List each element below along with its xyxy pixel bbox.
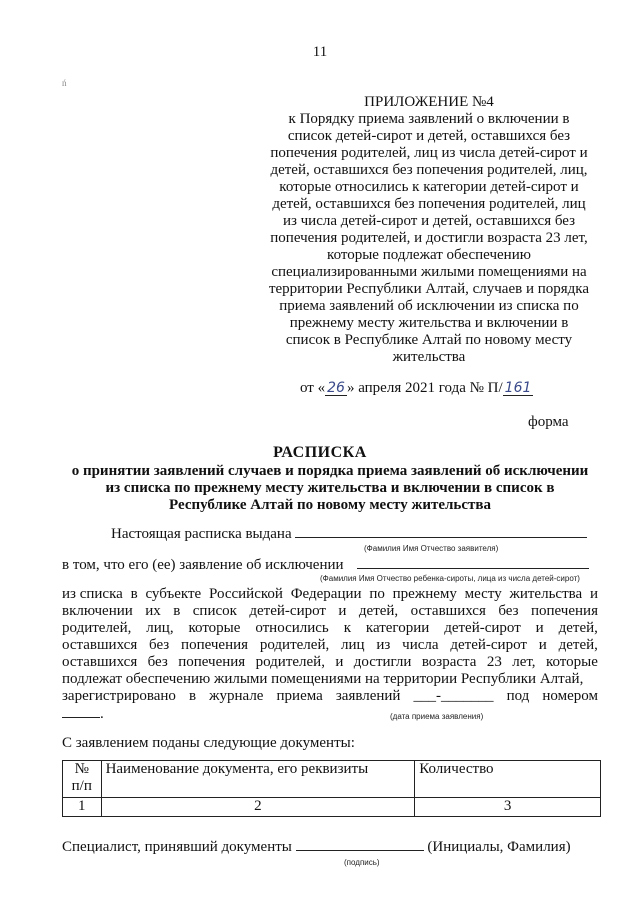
appendix-line: прежнему месту жительства и включении в — [289, 315, 569, 331]
body-line: оставшихся без попечения родителей, и достигли возраста 23 лет, которые — [62, 654, 598, 670]
appendix-heading: ПРИЛОЖЕНИЕ №4 — [364, 94, 494, 110]
body-line: включении их в список детей-сирот и детей, оставшихся без попечения — [62, 603, 598, 619]
statement-row — [62, 556, 589, 574]
specialist-suffix: (Инициалы, Фамилия) — [427, 839, 571, 855]
child-name-field[interactable] — [357, 556, 589, 569]
specialist-signature-field[interactable] — [296, 838, 424, 851]
documents-label: С заявлением поданы следующие документы: — [62, 735, 355, 751]
appendix-line: специализированными жилыми помещениями на — [271, 264, 587, 280]
column-number-2: 2 — [101, 798, 415, 817]
body-line: из списка в субъекте Российской Федерации по прежнему месту жительства и — [62, 586, 598, 602]
appendix-line: попечения родителей, лиц из числа детей-сирот и — [270, 145, 588, 161]
body-line: подлежат обеспечению жилыми помещениями на территории Республики Алтай, — [62, 671, 584, 687]
appendix-line: жительства — [392, 349, 466, 365]
date-middle: » апреля 2021 года № П/ — [346, 380, 503, 396]
header-quantity: Количество — [415, 761, 601, 798]
appendix-line: детей, оставшихся без попечения родителей, лиц, — [270, 162, 588, 178]
appendix-line: список в Республике Алтай по новому месту — [285, 332, 573, 348]
registration-number-field[interactable] — [62, 705, 100, 718]
registration-number-row: . — [62, 705, 104, 723]
body-line: зарегистрировано в журнале приема заявлений ___-_______ под номером — [62, 688, 598, 704]
subtitle-line: о принятии заявлений случаев и порядка приема заявлений об исключении — [71, 463, 589, 479]
document-subtitle — [60, 463, 600, 514]
appendix-line: которые подлежат обеспечению — [327, 247, 531, 263]
specialist-row — [62, 838, 571, 856]
body-paragraph — [62, 586, 598, 705]
body-line: родителей, лиц, которые относились к категории детей-сирот и детей, — [62, 620, 598, 636]
subtitle-line: из списка по прежнему месту жительства и включении в список в — [105, 480, 555, 496]
appendix-line: список детей-сирот и детей, оставшихся без — [287, 128, 571, 144]
specialist-label: Специалист, принявший документы — [62, 839, 292, 855]
appendix-line: детей, оставшихся без попечения родителей, лиц — [272, 196, 586, 212]
appendix-block — [262, 94, 596, 366]
receipt-issued-row — [111, 525, 587, 543]
subtitle-line: Республике Алтай по новому месту жительства — [169, 497, 491, 513]
table-row — [63, 798, 601, 817]
column-number-1: 1 — [63, 798, 102, 817]
appendix-line: приема заявлений об исключении из списка по — [279, 298, 579, 314]
child-note: (Фамилия Имя Отчество ребенка-сироты, лица из числа детей-сирот) — [320, 574, 580, 583]
handwritten-number: 161 — [504, 380, 532, 396]
form-label: форма — [528, 414, 569, 430]
corner-mark: ń — [62, 78, 67, 88]
appendix-line: к Порядку приема заявлений о включении в — [288, 111, 570, 127]
statement-label: в том, что его (ее) заявление об исключении — [62, 557, 344, 573]
appendix-line: которые относились к категории детей-сирот и — [279, 179, 579, 195]
date-prefix: от « — [300, 380, 326, 396]
appendix-date-line — [300, 380, 533, 397]
applicant-name-field[interactable] — [295, 525, 587, 538]
documents-table — [62, 760, 601, 817]
applicant-note: (Фамилия Имя Отчество заявителя) — [364, 544, 499, 553]
column-number-3: 3 — [415, 798, 601, 817]
date-note: (дата приема заявления) — [390, 712, 484, 721]
appendix-line: территории Республики Алтай, случаев и порядка — [268, 281, 590, 297]
receipt-issued-label: Настоящая расписка выдана — [111, 526, 292, 542]
body-line: оставшихся без попечения родителей, лиц из числа детей-сирот и детей, — [62, 637, 598, 653]
header-document-name: Наименование документа, его реквизиты — [101, 761, 415, 798]
registration-date-blank[interactable]: ___-_______ — [413, 688, 494, 704]
document-title: РАСПИСКА — [273, 444, 367, 461]
handwritten-day: 26 — [327, 380, 345, 396]
appendix-line: попечения родителей, и достигли возраста 23 лет, — [270, 230, 588, 246]
signature-note: (подпись) — [344, 858, 380, 867]
appendix-line: из числа детей-сирот и детей, оставшихся без — [282, 213, 576, 229]
table-header-row — [63, 761, 601, 798]
page-number: 11 — [312, 44, 328, 60]
header-number: № п/п — [63, 761, 102, 798]
